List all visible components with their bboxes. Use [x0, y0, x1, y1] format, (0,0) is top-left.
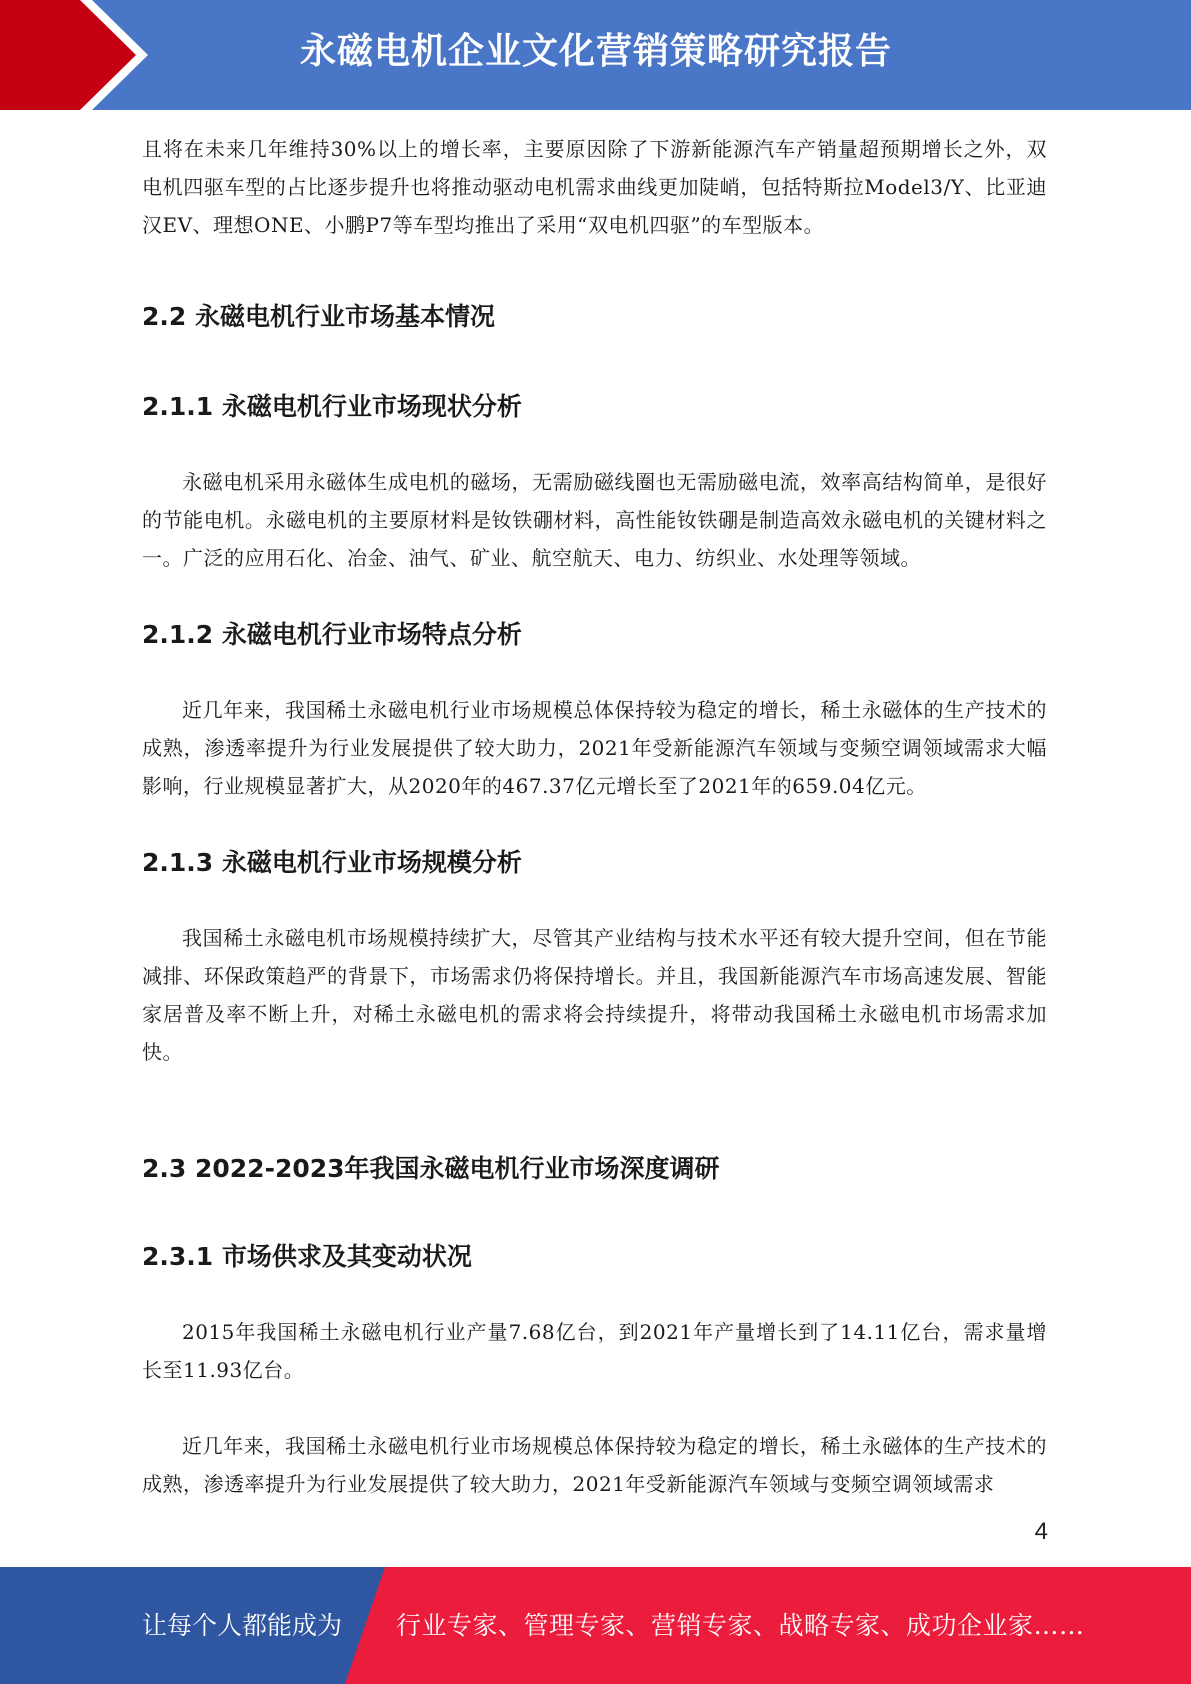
intro-paragraph: 且将在未来几年维持30%以上的增长率，主要原因除了下游新能源汽车产销量超预期增长之外，双电机四驱车型的占比逐步提升也将推动驱动电机需求曲线更加陡峭，包括特斯拉Model3/Y、比亚迪汉EV、理想ONE、小鹏P7等车型均推出了采用“双电机四驱”的车型版本。: [142, 137, 1047, 237]
page-number: 4: [1034, 1518, 1048, 1545]
header-chevron-icon: [0, 0, 160, 110]
page-content: [142, 130, 1047, 1503]
section-2-3-heading: 2.3 2022-2023年我国永磁电机行业市场深度调研: [142, 1154, 720, 1183]
section-2-2-heading: 2.2 永磁电机行业市场基本情况: [142, 302, 495, 331]
section-2-3-1-paragraph-1: 2015年我国稀土永磁电机行业产量7.68亿台，到2021年产量增长到了14.11亿台，需求量增长至11.93亿台。: [142, 1320, 1047, 1382]
section-2-1-2-paragraph: 近几年来，我国稀土永磁电机行业市场规模总体保持较为稳定的增长，稀土永磁体的生产技术的成熟，渗透率提升为行业发展提供了较大助力，2021年受新能源汽车领域与变频空调领域需求大幅影响，行业规模显著扩大，从2020年的467.37亿元增长至了2021年的659.04亿元。: [142, 698, 1047, 798]
footer-slogan-right: 行业专家、管理专家、营销专家、战略专家、成功企业家……: [396, 1611, 1085, 1640]
section-2-1-1-paragraph: 永磁电机采用永磁体生成电机的磁场，无需励磁线圈也无需励磁电流，效率高结构简单，是很好的节能电机。永磁电机的主要原材料是钕铁硼材料，高性能钕铁硼是制造高效永磁电机的关键材料之一。广泛的应用石化、冶金、油气、矿业、航空航天、电力、纺织业、水处理等领域。: [142, 470, 1047, 570]
section-2-1-3-heading: 2.1.3 永磁电机行业市场规模分析: [142, 848, 522, 877]
section-2-3-1-paragraph-2: 近几年来，我国稀土永磁电机行业市场规模总体保持较为稳定的增长，稀土永磁体的生产技术的成熟，渗透率提升为行业发展提供了较大助力，2021年受新能源汽车领域与变频空调领域需求: [142, 1434, 1047, 1496]
document-title: 永磁电机企业文化营销策略研究报告: [300, 31, 893, 72]
page-footer: [0, 1567, 1191, 1684]
footer-slogan-left: 让每个人都能成为: [142, 1611, 343, 1640]
page-header: [0, 0, 1191, 110]
section-2-1-1-heading: 2.1.1 永磁电机行业市场现状分析: [142, 392, 522, 421]
section-2-3-1-heading: 2.3.1 市场供求及其变动状况: [142, 1242, 472, 1271]
section-2-1-2-heading: 2.1.2 永磁电机行业市场特点分析: [142, 620, 522, 649]
section-2-1-3-paragraph: 我国稀土永磁电机市场规模持续扩大，尽管其产业结构与技术水平还有较大提升空间，但在节能减排、环保政策趋严的背景下，市场需求仍将保持增长。并且，我国新能源汽车市场高速发展、智能家居普及率不断上升，对稀土永磁电机的需求将会持续提升，将带动我国稀土永磁电机市场需求加快。: [142, 926, 1047, 1064]
